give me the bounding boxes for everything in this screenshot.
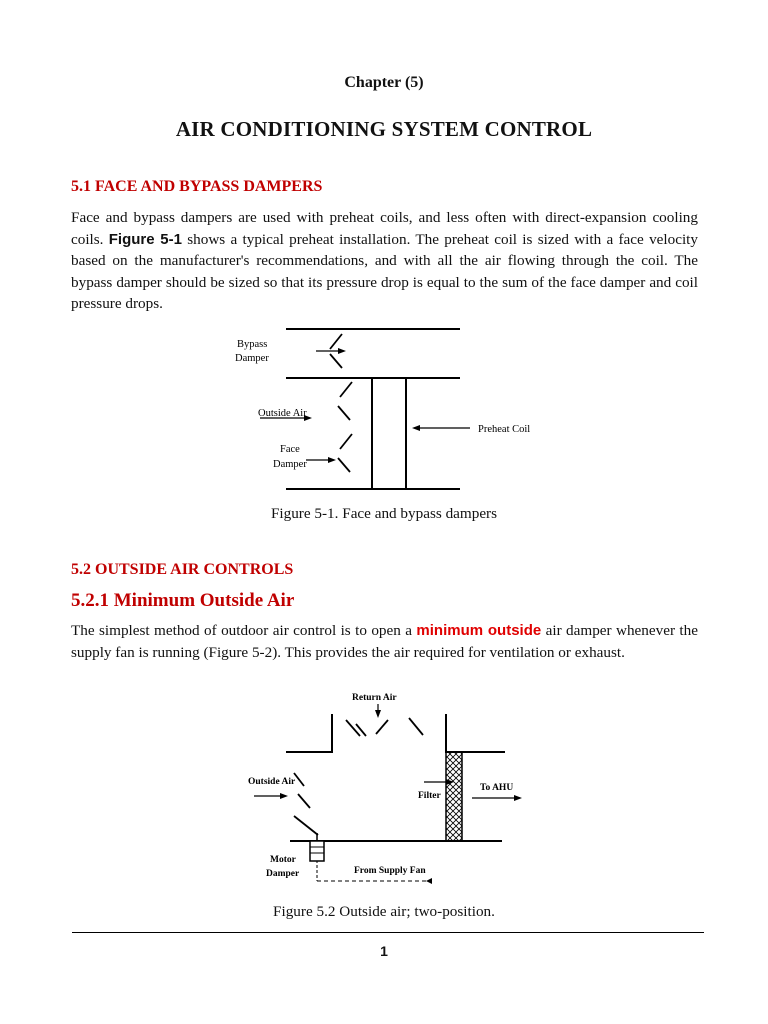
figure-5-1-caption: Figure 5-1. Face and bypass dampers xyxy=(270,505,498,522)
motor-actuator xyxy=(310,833,324,861)
filter-bank xyxy=(446,752,462,841)
paragraph-text: shows a typical preheat installation. The preheat coil is sized with a face velocity based on the manufacturer's recommendations, and with all the air flowing through the coil. The bypass damper should be sized so that its pressure drop is equal to the sum of the face damper and coil pressure drops. xyxy=(71,230,698,312)
page-number: 1 xyxy=(380,943,388,959)
subsection-heading-5-2-1: 5.2.1 Minimum Outside Air xyxy=(71,590,295,611)
face-damper-label: Face xyxy=(280,444,300,455)
section-heading-5-1: 5.1 FACE AND BYPASS DAMPERS xyxy=(71,178,323,195)
outside-air-label: Outside Air xyxy=(258,408,307,419)
face-damper-label: Damper xyxy=(273,459,307,470)
preheat-coil-label: Preheat Coil xyxy=(478,424,531,435)
return-air-label: Return Air xyxy=(352,693,397,703)
from-supply-fan-label: From Supply Fan xyxy=(354,866,426,876)
figure-5-2-diagram xyxy=(240,688,540,888)
paragraph-text: Face and bypass dampers are used with preheat coils, and less often with direct-expansion cooling coils. xyxy=(71,209,698,248)
highlighted-term: minimum outside xyxy=(416,622,542,639)
footer-rule xyxy=(72,932,704,933)
section-5-2-1-paragraph xyxy=(71,620,698,663)
figure-reference: Figure 5-1 xyxy=(108,230,182,248)
to-ahu-label: To AHU xyxy=(480,783,514,793)
figure-5-1-diagram xyxy=(230,320,540,498)
paragraph-text: The simplest method of outdoor air control is to open a xyxy=(71,622,417,639)
section-5-1-paragraph xyxy=(71,207,698,315)
filter-label: Filter xyxy=(418,791,441,801)
outside-air-label: Outside Air xyxy=(248,777,296,787)
duct-wall-left xyxy=(286,714,332,752)
figure-5-2-caption: Figure 5.2 Outside air; two-position. xyxy=(273,903,495,920)
bypass-damper-label: Bypass xyxy=(237,339,268,350)
duct-wall-right xyxy=(446,714,505,752)
return-air-damper-blades xyxy=(346,718,423,736)
motor-damper-label: Damper xyxy=(266,869,300,879)
chapter-label: Chapter (5) xyxy=(344,74,424,91)
motor-damper-label: Motor xyxy=(270,855,296,865)
face-damper-blades xyxy=(338,382,352,472)
outside-air-damper-blades xyxy=(294,773,318,835)
paragraph-text: air damper whenever the supply fan is running (Figure 5-2). This provides the air required for ventilation or exhaust. xyxy=(71,622,698,661)
section-heading-5-2: 5.2 OUTSIDE AIR CONTROLS xyxy=(71,561,294,578)
page-title: AIR CONDITIONING SYSTEM CONTROL xyxy=(175,117,593,141)
bypass-damper-label: Damper xyxy=(235,353,269,364)
